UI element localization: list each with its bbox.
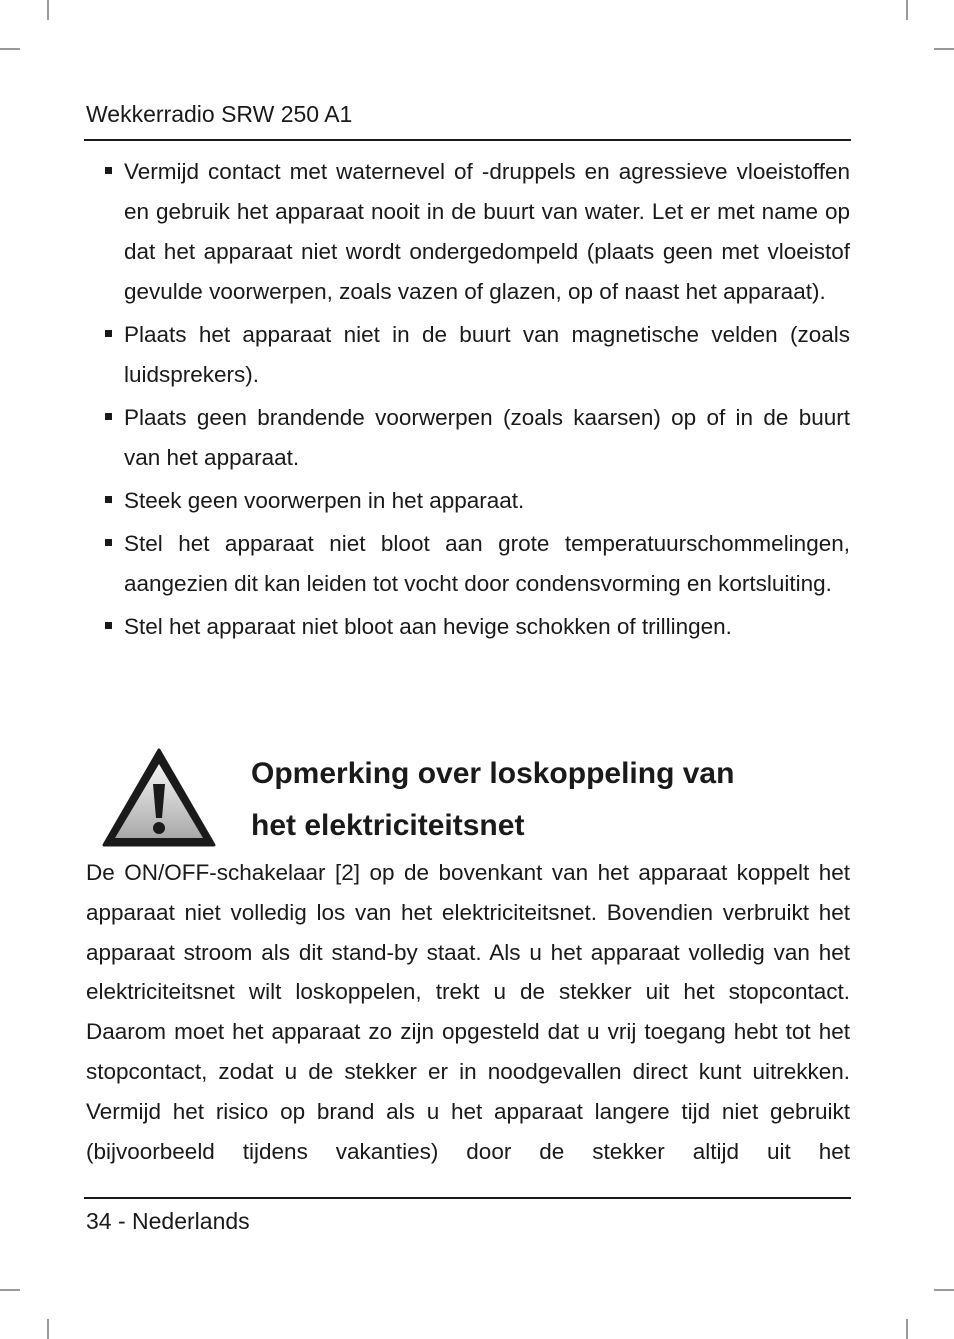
safety-bullet-list	[104, 152, 850, 650]
bullet-square-icon	[105, 167, 112, 174]
list-item	[104, 607, 850, 647]
list-item-text: Plaats geen brandende voorwerpen (zoals kaarsen) op of in de buurt van het apparaat.	[124, 405, 850, 470]
footer-divider	[84, 1197, 851, 1199]
bullet-square-icon	[105, 330, 112, 337]
list-item-text: Plaats het apparaat niet in de buurt van magnetische velden (zoals luidsprekers).	[124, 322, 850, 387]
crop-mark-top-left-vertical	[47, 0, 49, 20]
crop-mark-bottom-left-horizontal	[0, 1289, 20, 1291]
list-item	[104, 524, 850, 604]
crop-mark-top-left-horizontal	[0, 48, 20, 50]
list-item-text: Vermijd contact met waternevel of -druppels en agressieve vloeistoffen en gebruik het apparaat nooit in de buurt van water. Let er met name op dat het apparaat niet wordt ondergedompeld (plaats geen met vloeistof gevulde voorwerpen, zoals vazen of glazen, op of naast het apparaat).	[124, 159, 850, 304]
list-item-text: Stel het apparaat niet bloot aan hevige schokken of trillingen.	[124, 614, 732, 639]
crop-mark-bottom-right-vertical	[906, 1319, 908, 1339]
section-body-paragraph: De ON/OFF-schakelaar [2] op de bovenkant van het apparaat koppelt het apparaat niet volledig los van het elektriciteitsnet. Bovendien verbruikt het apparaat stroom als dit stand-by staat. Als u het apparaat volledig van het elektriciteitsnet wilt loskoppelen, trekt u de stekker uit het stopcontact. Daarom moet het apparaat zo zijn opgesteld dat u vrij toegang hebt tot het stopcontact, zodat u de stekker er in noodgevallen direct kunt uitrekken. Vermijd het risico op brand als u het apparaat langere tijd niet gebruikt (bijvoorbeeld tijdens vakanties) door de stekker altijd uit het	[86, 860, 850, 1164]
crop-mark-top-right-vertical	[906, 0, 908, 20]
list-item	[104, 315, 850, 395]
page-number: 34	[86, 1208, 112, 1234]
list-item	[104, 152, 850, 312]
section-heading-line-1: Opmerking over loskoppeling van	[251, 757, 735, 790]
list-item	[104, 398, 850, 478]
bullet-square-icon	[105, 622, 112, 629]
list-item-text: Steek geen voorwerpen in het apparaat.	[124, 488, 525, 513]
bullet-square-icon	[105, 496, 112, 503]
bullet-square-icon	[105, 413, 112, 420]
crop-mark-top-right-horizontal	[934, 48, 954, 50]
bullet-square-icon	[105, 539, 112, 546]
list-item-text: Stel het apparaat niet bloot aan grote temperatuurschommelingen, aangezien dit kan leiden tot vocht door condensvorming en kortsluiting.	[124, 531, 850, 596]
header-divider	[84, 139, 851, 141]
warning-triangle-icon	[102, 748, 216, 848]
section-heading	[251, 748, 851, 852]
section-heading-line-2: het elektriciteitsnet	[251, 809, 525, 842]
list-item	[104, 481, 850, 521]
footer-language: - Nederlands	[117, 1208, 250, 1234]
header-title: Wekkerradio SRW 250 A1	[86, 101, 353, 127]
crop-mark-bottom-left-vertical	[47, 1319, 49, 1339]
page-footer	[86, 1205, 250, 1237]
crop-mark-bottom-right-horizontal	[934, 1289, 954, 1291]
